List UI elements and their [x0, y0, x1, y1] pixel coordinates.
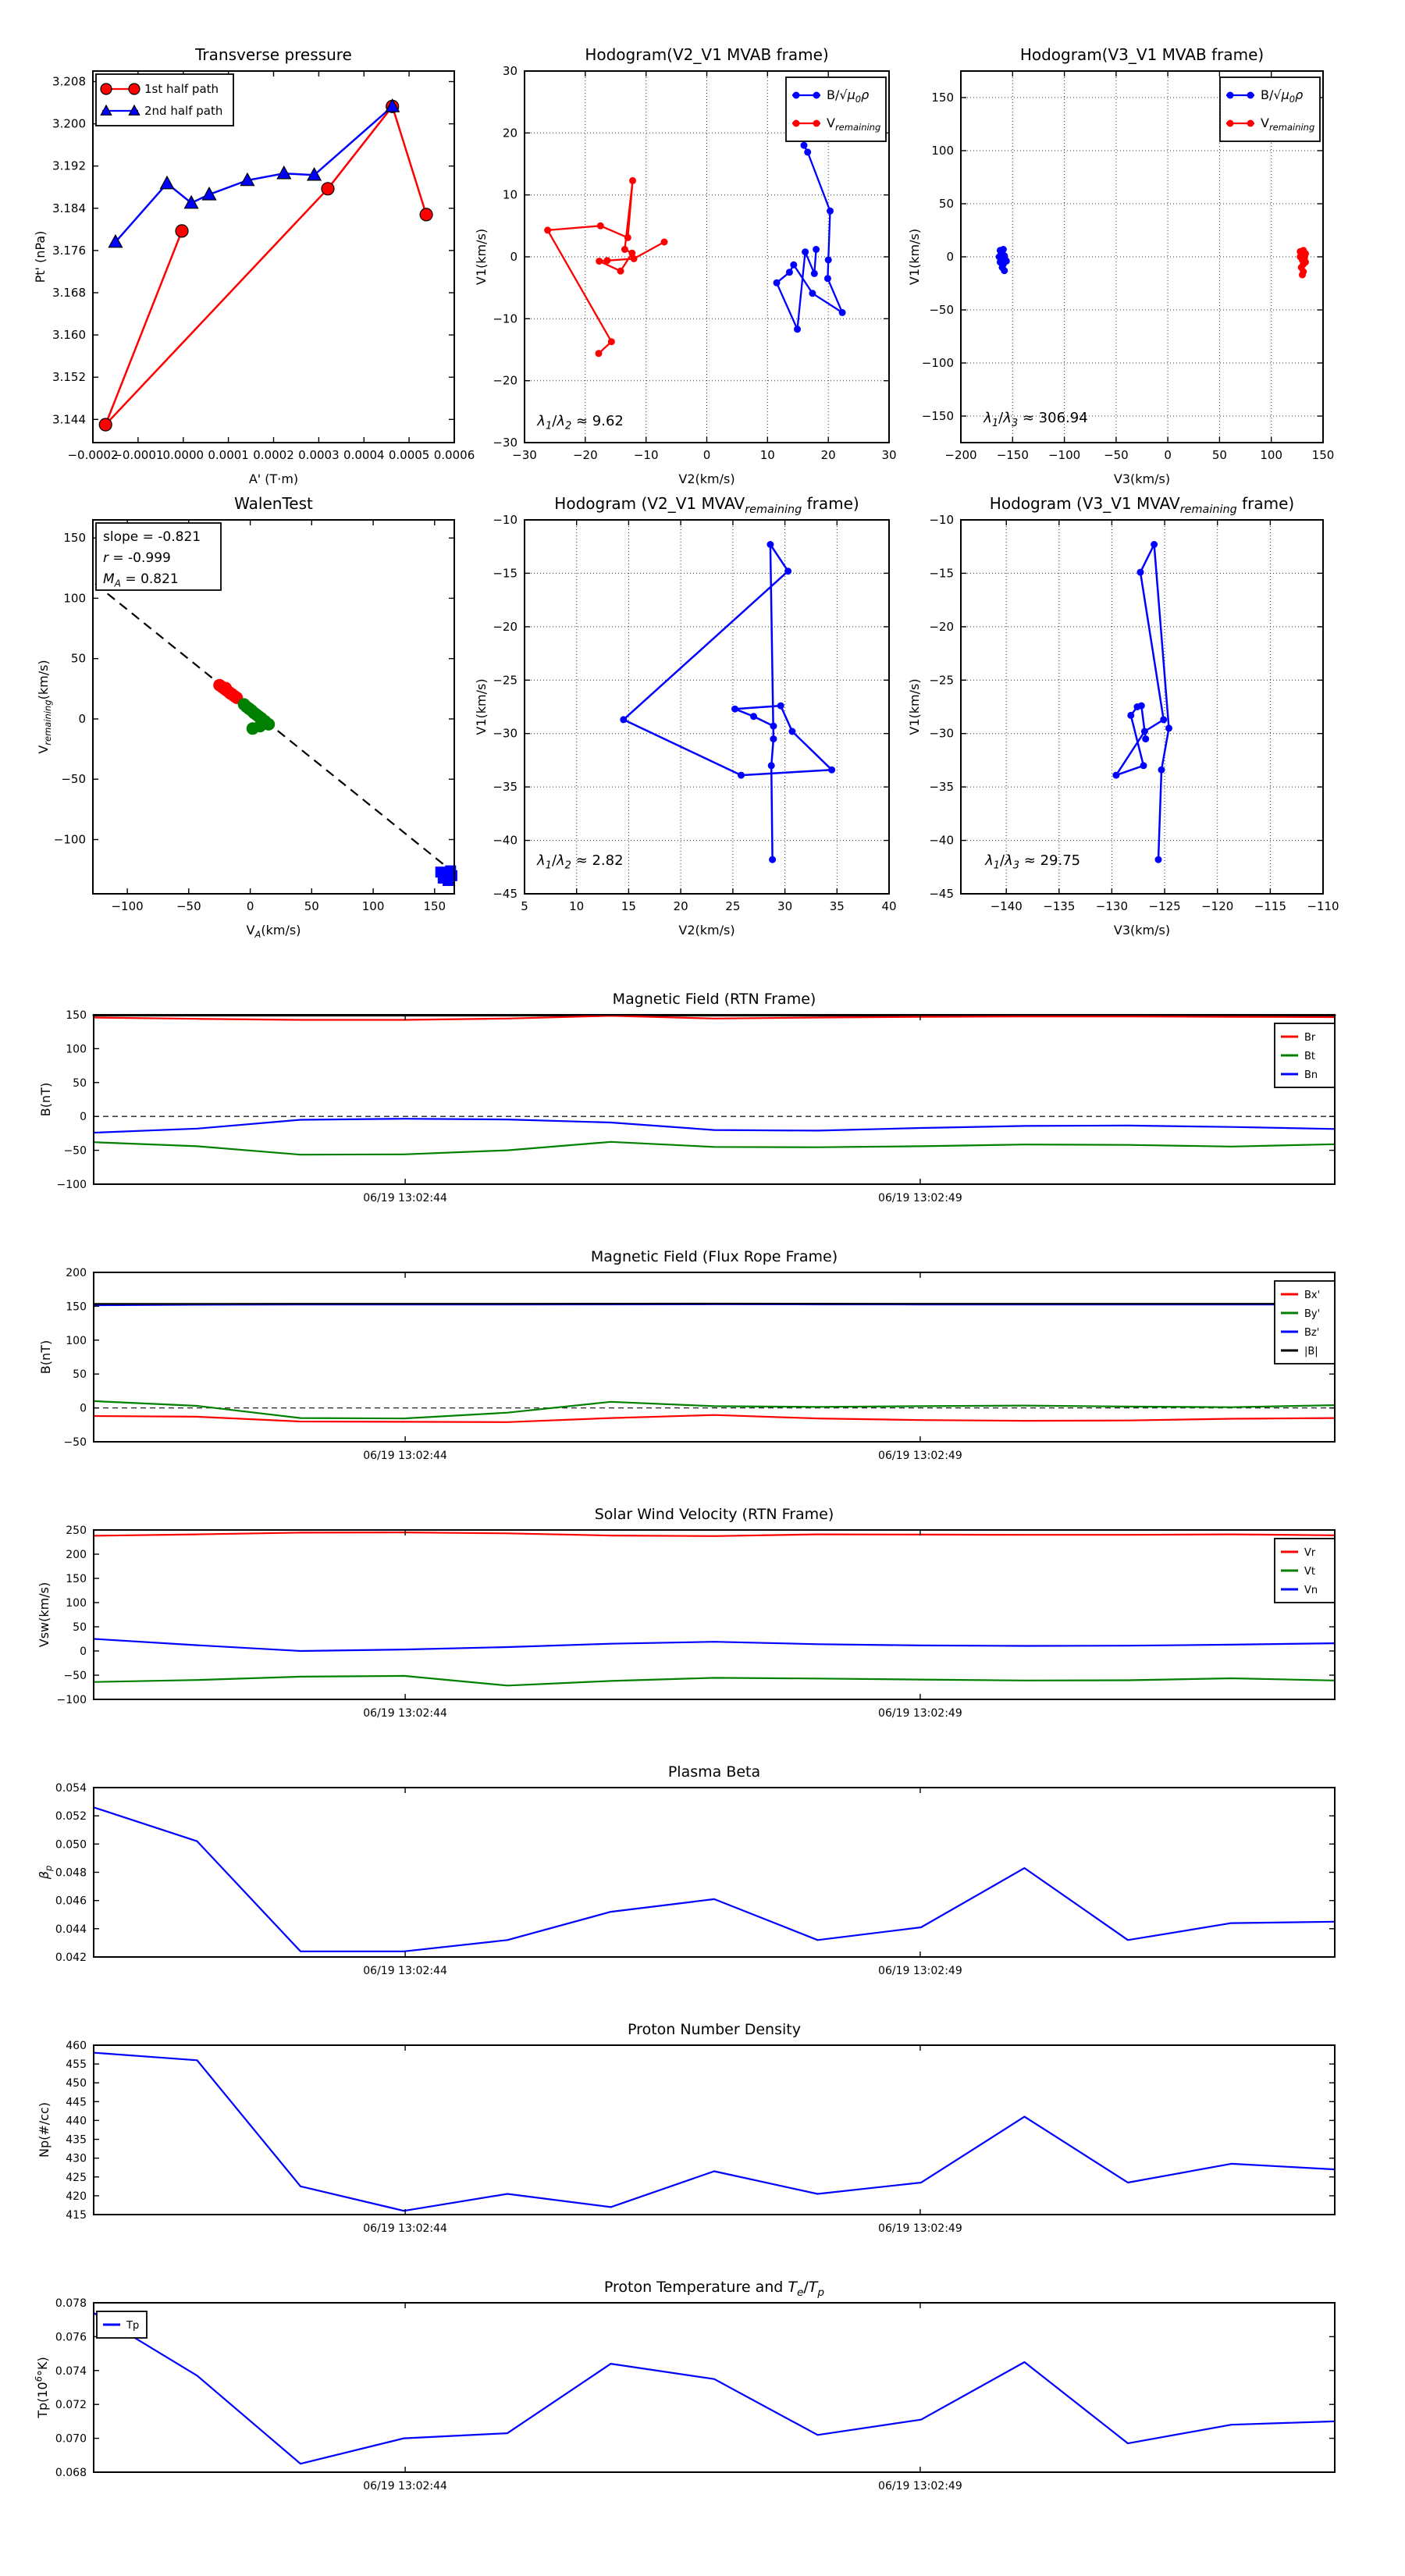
vsw-rt n-ticks	[57, 1525, 1335, 1720]
y-tick-label: 445	[66, 2096, 87, 2109]
x-tick-label: 0.0004	[343, 448, 385, 462]
x-tick-label: 10	[569, 899, 585, 913]
proton-temp-ylabel: $Tp(10^6^\circ K)$	[33, 2357, 50, 2418]
panel-proton-density	[37, 2021, 1335, 2235]
y-tick-label: 50	[73, 1076, 87, 1090]
transverse-pressure-legend	[96, 74, 233, 126]
hodogram-v3v1-mvab-annotation: $\lambda_1/\lambda_3 \approx 306.94$	[984, 410, 1088, 429]
x-tick-label: 06/19 13:02:49	[878, 1450, 962, 1462]
hodogram-v3v1-mvav-title: Hodogram (V3_V1 $MVAV_{remaining}$ frame)	[989, 494, 1295, 517]
y-tick-label: 425	[66, 2171, 87, 2184]
x-tick-label: 06/19 13:02:49	[878, 1192, 962, 1204]
y-tick-label: 3.168	[52, 286, 86, 300]
y-tick-label: −10	[493, 513, 518, 527]
vsw-rt n-legend	[1275, 1539, 1335, 1603]
x-tick-label: 15	[621, 899, 636, 913]
stats-line: r = -0.999	[103, 550, 171, 566]
x-tick-label: 0.0000	[162, 448, 205, 462]
x-tick-label: 0	[1164, 448, 1172, 462]
y-tick-label: −25	[493, 673, 518, 688]
vsw-rt n-series-Vr	[94, 1532, 1335, 1536]
legend-label: |B|	[1304, 1346, 1318, 1357]
proton-temp-series-Tp	[94, 2313, 1335, 2464]
hodogram-v3v1-mvab-ylabel: V1(km/s)	[907, 228, 922, 286]
y-tick-label: 455	[66, 2058, 87, 2072]
y-tick-label: −35	[929, 780, 954, 795]
stats-line: slope = -0.821	[103, 529, 201, 545]
y-tick-label: 50	[938, 197, 954, 211]
walen-test-ylabel: $V_{remaining}(km/s)$	[36, 660, 54, 754]
x-tick-label: −30	[512, 448, 537, 462]
y-tick-label: −10	[493, 311, 518, 326]
y-tick-label: −30	[493, 436, 518, 450]
y-tick-label: 3.184	[52, 201, 86, 215]
panel-hodogram-v3v1-mvab	[907, 45, 1334, 486]
x-tick-label: −115	[1254, 899, 1287, 913]
y-tick-label: 0.072	[55, 2399, 87, 2412]
y-tick-label: 0.052	[55, 1810, 87, 1823]
hodogram-v2v1-mvab-legend	[786, 77, 886, 141]
y-tick-label: 250	[66, 1525, 87, 1537]
hodogram-v2v1-mvav-title: Hodogram (V2_V1 $MVAV_{remaining}$ frame)	[554, 494, 859, 517]
y-tick-label: −100	[56, 1694, 87, 1706]
x-tick-label: 0	[702, 448, 711, 462]
transverse-pressure-ticks	[52, 71, 475, 462]
plasma-beta-ticks	[55, 1782, 1335, 1977]
y-tick-label: 0.048	[55, 1866, 87, 1880]
panel-proton-temp	[33, 2279, 1335, 2492]
y-tick-label: 50	[73, 1621, 87, 1634]
transverse-pressure-series-1st-half-path	[105, 106, 426, 425]
x-tick-label: −10	[633, 448, 659, 462]
hodogram-v2v1-mvab-xlabel: V2(km/s)	[678, 471, 735, 486]
y-tick-label: −50	[63, 1144, 87, 1158]
y-tick-label: 100	[63, 591, 86, 606]
b-fluxrope-ticks	[63, 1267, 1335, 1462]
x-tick-label: −130	[1095, 899, 1129, 913]
proton-temp-title: Proton Temperature and $T_e/T_p$	[603, 2279, 825, 2299]
x-tick-label: −0.0002	[67, 448, 119, 462]
hodogram-v3v1-mvab-markers-V-remaining	[1297, 247, 1309, 278]
y-tick-label: 20	[502, 126, 518, 141]
x-tick-label: 06/19 13:02:49	[878, 1707, 962, 1720]
y-tick-label: 0.068	[55, 2467, 87, 2479]
y-tick-label: 150	[66, 1573, 87, 1585]
y-tick-label: 150	[931, 91, 954, 105]
b-fluxrope-legend	[1275, 1281, 1335, 1364]
proton-density-ticks	[66, 2040, 1335, 2235]
x-tick-label: −135	[1043, 899, 1076, 913]
panel-vsw-rt n	[37, 1506, 1335, 1720]
x-tick-label: 0	[246, 899, 254, 913]
legend-label: 1st half path	[144, 82, 219, 96]
x-tick-label: −140	[990, 899, 1023, 913]
hodogram-v3v1-mvab-title: Hodogram(V3_V1 MVAB frame)	[1019, 45, 1264, 64]
legend-label: Vt	[1304, 1566, 1315, 1578]
proton-density-title: Proton Number Density	[628, 2021, 801, 2038]
x-tick-label: 20	[673, 899, 688, 913]
x-tick-label: 06/19 13:02:49	[878, 1965, 962, 1977]
y-tick-label: −50	[61, 772, 86, 787]
x-tick-label: −100	[1048, 448, 1081, 462]
hodogram-v2v1-mvav-markers-V-trajectory	[620, 541, 835, 863]
y-tick-label: 0.046	[55, 1895, 87, 1908]
hodogram-v3v1-mvab-xlabel: V3(km/s)	[1113, 471, 1171, 486]
y-tick-label: −100	[53, 832, 86, 847]
vsw-rt n-series-Vn	[94, 1639, 1335, 1652]
b-rtn-legend	[1275, 1023, 1335, 1087]
hodogram-v3v1-mvav-ylabel: V1(km/s)	[907, 678, 922, 735]
hodogram-v2v1-mvav-xlabel: V2(km/s)	[678, 923, 735, 938]
y-tick-label: −15	[493, 566, 518, 581]
proton-temp-legend	[97, 2311, 147, 2338]
transverse-pressure-markers-1st-half-path	[99, 100, 432, 431]
legend-label: $B/√\mu_0\rho$	[1261, 87, 1304, 105]
legend-label: Bn	[1304, 1069, 1318, 1081]
proton-density-series-Np	[94, 2053, 1335, 2211]
y-tick-label: 435	[66, 2133, 87, 2147]
y-tick-label: 415	[66, 2209, 87, 2222]
x-tick-label: 06/19 13:02:49	[878, 2480, 962, 2492]
x-tick-label: −50	[176, 899, 201, 913]
legend-label: By'	[1304, 1308, 1321, 1320]
y-tick-label: 0.074	[55, 2364, 87, 2378]
y-tick-label: −35	[493, 780, 518, 795]
transverse-pressure-ylabel: Pt' (nPa)	[33, 230, 48, 283]
x-tick-label: 50	[1211, 448, 1227, 462]
panel-hodogram-v3v1-mvav	[907, 494, 1339, 938]
x-tick-label: −120	[1201, 899, 1234, 913]
y-tick-label: 3.200	[52, 116, 86, 131]
panel-hodogram-v2v1-mvab	[474, 45, 897, 486]
hodogram-v2v1-mvab-markers-V-remaining	[544, 177, 667, 357]
y-tick-label: 420	[66, 2190, 87, 2203]
y-tick-label: −40	[493, 833, 518, 848]
y-tick-label: 0.054	[55, 1782, 87, 1795]
y-tick-label: 150	[66, 1300, 87, 1314]
y-tick-label: 3.160	[52, 328, 86, 343]
y-tick-label: 0.070	[55, 2432, 87, 2446]
x-tick-label: 10	[759, 448, 775, 462]
y-tick-label: 0	[78, 712, 86, 726]
x-tick-label: 06/19 13:02:44	[363, 1450, 447, 1462]
panel-plasma-beta	[37, 1763, 1335, 1977]
y-tick-label: 200	[66, 1267, 87, 1279]
walen-test-stats-box	[96, 523, 221, 590]
hodogram-v2v1-mvab-title: Hodogram(V2_V1 MVAB frame)	[585, 45, 829, 64]
b-rtn-title: Magnetic Field (RTN Frame)	[612, 991, 816, 1008]
y-tick-label: −30	[493, 726, 518, 741]
b-rtn-series-Bt	[94, 1142, 1335, 1155]
x-tick-label: 06/19 13:02:49	[878, 2222, 962, 2235]
y-tick-label: 0.044	[55, 1923, 87, 1936]
transverse-pressure-title: Transverse pressure	[195, 45, 352, 64]
x-tick-label: 06/19 13:02:44	[363, 2480, 447, 2492]
y-tick-label: −20	[493, 373, 518, 388]
hodogram-v3v1-mvav-annotation: $\lambda_1/\lambda_3 \approx 29.75$	[985, 852, 1081, 872]
y-tick-label: −20	[493, 619, 518, 634]
panel-transverse-pressure	[33, 45, 475, 486]
y-tick-label: 430	[66, 2152, 87, 2165]
y-tick-label: 0	[946, 250, 954, 264]
y-tick-label: 100	[931, 144, 954, 158]
walen-test-markers-walen-1st-half	[213, 679, 243, 704]
b-rtn-series-Bn	[94, 1119, 1335, 1133]
hodogram-v3v1-mvab-legend	[1220, 77, 1320, 141]
x-tick-label: 40	[881, 899, 897, 913]
b-fluxrope-ylabel: B(nT)	[38, 1340, 53, 1375]
x-tick-label: 06/19 13:02:44	[363, 1707, 447, 1720]
y-tick-label: 0	[80, 1111, 87, 1124]
y-tick-label: −100	[921, 356, 954, 370]
x-tick-label: 35	[829, 899, 845, 913]
y-tick-label: −40	[929, 833, 954, 848]
x-tick-label: −0.0001	[112, 448, 164, 462]
y-tick-label: 150	[63, 531, 86, 546]
x-tick-label: −200	[944, 448, 977, 462]
x-tick-label: 25	[725, 899, 741, 913]
y-tick-label: −45	[929, 887, 954, 901]
x-tick-label: −150	[996, 448, 1029, 462]
panel-b-rtn	[38, 991, 1335, 1204]
y-tick-label: 10	[502, 187, 518, 202]
plasma-beta-ylabel: $\beta_p$	[37, 1865, 55, 1880]
panel-hodogram-v2v1-mvav	[474, 494, 897, 938]
x-tick-label: 0.0005	[388, 448, 430, 462]
plasma-beta-series-beta-p	[94, 1807, 1335, 1952]
x-tick-label: 06/19 13:02:44	[363, 1965, 447, 1977]
y-tick-label: −50	[63, 1436, 87, 1449]
x-tick-label: 100	[361, 899, 385, 913]
x-tick-label: 0.0001	[208, 448, 249, 462]
x-tick-label: 20	[820, 448, 836, 462]
x-tick-label: 0.0002	[253, 448, 294, 462]
b-fluxrope-title: Magnetic Field (Flux Rope Frame)	[590, 1248, 838, 1265]
hodogram-v2v1-mvav-ylabel: V1(km/s)	[474, 678, 489, 735]
x-tick-label: 0.0006	[433, 448, 475, 462]
y-tick-label: −20	[929, 619, 954, 634]
hodogram-v2v1-mvav-annotation: $\lambda_1/\lambda_2 \approx 2.82$	[537, 852, 624, 872]
y-tick-label: 0.050	[55, 1838, 87, 1852]
y-tick-label: −50	[929, 303, 954, 317]
y-tick-label: −30	[929, 726, 954, 741]
x-tick-label: 150	[423, 899, 446, 913]
y-tick-label: −10	[929, 513, 954, 527]
vsw-rt n-title: Solar Wind Velocity (RTN Frame)	[594, 1506, 834, 1523]
x-tick-label: −110	[1307, 899, 1339, 913]
transverse-pressure-series-2nd-half-path	[116, 106, 393, 242]
y-tick-label: 50	[70, 651, 86, 666]
y-tick-label: −15	[929, 566, 954, 581]
walen-test-xlabel: $V_A(km/s)$	[246, 923, 301, 941]
x-tick-label: 100	[1260, 448, 1283, 462]
y-tick-label: 30	[502, 64, 518, 78]
hodogram-v2v1-mvav-series-V-trajectory	[624, 545, 832, 860]
x-tick-label: 30	[777, 899, 793, 913]
x-tick-label: −50	[1104, 448, 1129, 462]
legend-label: Tp	[126, 2320, 140, 2332]
proton-temp-ticks	[55, 2297, 1335, 2492]
x-tick-label: 5	[521, 899, 528, 913]
hodogram-v2v1-mvab-annotation: $\lambda_1/\lambda_2 \approx 9.62$	[537, 412, 624, 432]
y-tick-label: −150	[921, 409, 954, 423]
walen-test-markers-walen-2nd-half	[238, 698, 276, 735]
y-tick-label: 0	[80, 1402, 87, 1415]
hodogram-v3v1-mvab-markers-B-over-sqrt-mu0rho	[996, 246, 1010, 274]
y-tick-label: 440	[66, 2115, 87, 2128]
hodogram-v3v1-mvav-xlabel: V3(km/s)	[1113, 923, 1171, 938]
legend-label: 2nd half path	[144, 104, 223, 118]
x-tick-label: −100	[111, 899, 144, 913]
y-tick-label: 0	[80, 1646, 87, 1658]
y-tick-label: 100	[66, 1597, 87, 1610]
panel-b-fluxrope	[38, 1248, 1335, 1462]
x-tick-label: 30	[881, 448, 897, 462]
y-tick-label: 100	[66, 1043, 87, 1056]
y-tick-label: 450	[66, 2077, 87, 2090]
x-tick-label: −20	[572, 448, 598, 462]
x-tick-label: 150	[1311, 448, 1335, 462]
y-tick-label: 50	[73, 1368, 87, 1382]
y-tick-label: −50	[63, 1670, 87, 1682]
y-tick-label: 3.192	[52, 158, 86, 173]
stats-line: $M_A = 0.821$	[103, 571, 179, 589]
y-tick-label: 3.176	[52, 243, 86, 258]
plasma-beta-title: Plasma Beta	[667, 1763, 761, 1781]
y-tick-label: 200	[66, 1549, 87, 1561]
legend-label: $V_{remaining}$	[1261, 116, 1315, 133]
y-tick-label: 0	[510, 250, 518, 264]
legend-label: Bz'	[1304, 1327, 1320, 1339]
hodogram-v2v1-mvab-markers-B-over-sqrt-mu0rho	[774, 142, 846, 333]
x-tick-label: 06/19 13:02:44	[363, 2222, 447, 2235]
legend-label: Vn	[1304, 1585, 1318, 1596]
y-tick-label: 0.042	[55, 1952, 87, 1964]
legend-label: $V_{remaining}$	[827, 116, 881, 133]
walen-test-title: WalenTest	[234, 494, 313, 513]
transverse-pressure-xlabel: A' (T·m)	[248, 471, 299, 486]
y-tick-label: 3.152	[52, 370, 86, 385]
x-tick-label: 50	[304, 899, 319, 913]
x-tick-label: −125	[1148, 899, 1181, 913]
y-tick-label: 100	[66, 1334, 87, 1347]
legend-label: Br	[1304, 1032, 1316, 1044]
hodogram-v2v1-mvab-ylabel: V1(km/s)	[474, 228, 489, 286]
x-tick-label: 06/19 13:02:44	[363, 1192, 447, 1204]
hodogram-v3v1-mvav-series-V-trajectory	[1116, 545, 1169, 860]
b-rtn-ticks	[57, 1009, 1335, 1204]
panel-walen-test	[36, 494, 457, 940]
y-tick-label: −45	[493, 887, 518, 901]
legend-label: Vr	[1304, 1547, 1316, 1559]
b-rtn-ylabel: B(nT)	[38, 1082, 53, 1117]
vsw-rt n-series-Vt	[94, 1676, 1335, 1685]
y-tick-label: 150	[66, 1009, 87, 1022]
y-tick-label: −100	[56, 1179, 87, 1191]
legend-label: $B/√\mu_0\rho$	[827, 87, 870, 105]
legend-label: Bx'	[1304, 1290, 1321, 1301]
y-tick-label: 3.208	[52, 74, 86, 89]
y-tick-label: −25	[929, 673, 954, 688]
hodogram-v2v1-mvab-series-B-over-sqrt-mu0rho	[777, 145, 842, 329]
y-tick-label: 460	[66, 2040, 87, 2052]
y-tick-label: 0.078	[55, 2297, 87, 2310]
vsw-rt n-ylabel: Vsw(km/s)	[37, 1582, 52, 1648]
hodogram-v2v1-mvab-series-V-remaining	[548, 180, 664, 353]
y-tick-label: 3.144	[52, 412, 86, 427]
x-tick-label: 0.0003	[298, 448, 340, 462]
legend-label: Bt	[1304, 1051, 1316, 1062]
proton-density-ylabel: Np(#/cc)	[37, 2102, 52, 2158]
y-tick-label: 0.076	[55, 2331, 87, 2344]
